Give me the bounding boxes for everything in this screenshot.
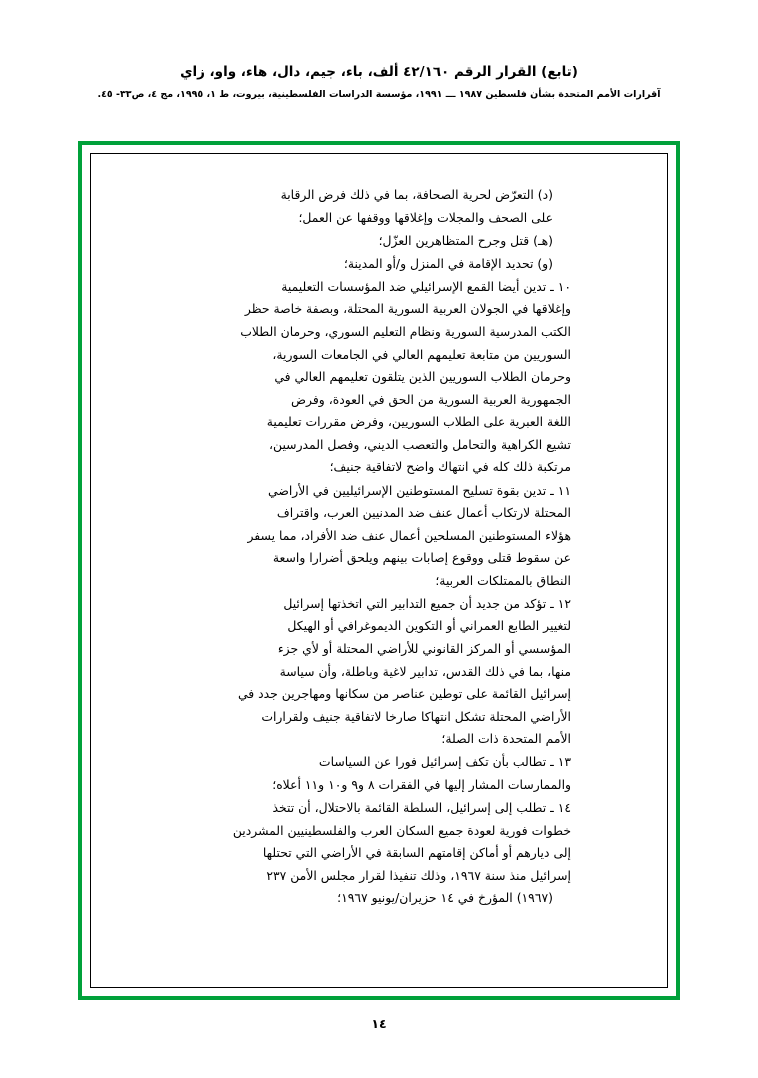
paragraph-line: هؤلاء المستوطنين المسلحين أعمال عنف ضد الأفراد، مما يسفر bbox=[247, 527, 571, 543]
paragraph-line: ١٢ ـ تؤكد من جديد أن جميع التدابير التي اتخذتها إسرائيل bbox=[283, 595, 571, 611]
paragraph-line: لتغيير الطابع العمراني أو التكوين الديموغرافي أو الهيكل bbox=[287, 618, 571, 634]
paragraph-line: المؤسسي أو المركز القانوني للأراضي المحتلة أو لأي جزء bbox=[277, 641, 571, 657]
paragraph-line: الأمم المتحدة ذات الصلة؛ bbox=[441, 731, 571, 747]
paragraph-line: إسرائيل القائمة على توطين عناصر من سكانها ومهاجرين جدد في bbox=[237, 686, 571, 702]
paragraph-line: المحتلة لارتكاب أعمال عنف ضد المدنيين العرب، واقتراف bbox=[276, 505, 571, 521]
paragraph-line: النطاق بالممتلكات العربية؛ bbox=[435, 572, 571, 588]
paragraph-item-w bbox=[187, 253, 571, 276]
paragraph-line: عن سقوط قتلى ووقوع إصابات بينهم ويلحق أضرارا واسعة bbox=[272, 550, 571, 566]
paragraph-line: ١٤ ـ تطلب إلى إسرائيل، السلطة القائمة بالاحتلال، أن تتخذ bbox=[272, 800, 571, 816]
document-body bbox=[91, 154, 667, 921]
paragraph-line: منها، بما في ذلك القدس، تدابير لاغية وباطلة، وأن سياسة bbox=[279, 663, 571, 679]
paragraph-line: والممارسات المشار إليها في الفقرات ٨ و٩ و١٠ و١١ أعلاه؛ bbox=[272, 777, 571, 793]
paragraph-line: إلى ديارهم أو أماكن إقامتهم السابقة في الأراضي التي تحتلها bbox=[262, 845, 571, 861]
paragraph-item-11 bbox=[187, 480, 571, 593]
paragraph-line: (هـ) قتل وجرح المتظاهرين العزّل؛ bbox=[378, 232, 553, 248]
paragraph-line: (و) تحديد الإقامة في المنزل و/أو المدينة؛ bbox=[343, 255, 553, 271]
paragraph-line: خطوات فورية لعودة جميع السكان العرب والفلسطينيين المشردين bbox=[232, 822, 571, 838]
paragraph-line: وحرمان الطلاب السوريين الذين يتلقون تعليمهم العالي في bbox=[274, 369, 571, 385]
paragraph-line: إسرائيل منذ سنة ١٩٦٧، وذلك تنفيذا لقرار مجلس الأمن ٢٣٧ bbox=[266, 867, 571, 883]
paragraph-line: (١٩٦٧) المؤرخ في ١٤ حزيران/يونيو ١٩٦٧؛ bbox=[337, 890, 553, 906]
paragraph-line: على الصحف والمجلات وإغلاقها ووقفها عن العمل؛ bbox=[298, 209, 553, 225]
header-subtitle: آقرارات الأمم المتحدة بشأن فلسطين ١٩٨٧ ـــ ١٩٩١، مؤسسة الدراسات الفلسطينية، بيروت، ط ١، ١٩٩٥، مج ٤، ص٣٣- ٤٥. bbox=[97, 89, 661, 100]
paragraph-line: تشيع الكراهية والتحامل والتعصب الديني، وفصل المدرسين، bbox=[269, 436, 571, 452]
paragraph-item-14 bbox=[187, 797, 571, 910]
paragraph-line: ١٣ ـ تطالب بأن تكف إسرائيل فورا عن السياسات bbox=[318, 754, 571, 770]
paragraph-line: الكتب المدرسية السورية ونظام التعليم السوري، وحرمان الطلاب bbox=[240, 323, 571, 339]
paragraph-line: وإغلاقها في الجولان العربية السورية المحتلة، وبصفة خاصة حظر bbox=[244, 301, 571, 317]
paragraph-item-10 bbox=[187, 276, 571, 479]
green-border-frame bbox=[78, 141, 680, 1000]
page-number: ١٤ bbox=[371, 1016, 387, 1031]
paragraph-line: مرتكبة ذلك كله في انتهاك واضح لاتفاقية جنيف؛ bbox=[329, 459, 571, 475]
paragraph-line: ١٠ ـ تدين أيضا القمع الإسرائيلي ضد المؤسسات التعليمية bbox=[281, 278, 571, 294]
paragraph-line: الأراضي المحتلة تشكل انتهاكا صارخا لاتفاقية جنيف ولقرارات bbox=[261, 708, 571, 724]
paragraph-item-13 bbox=[187, 751, 571, 796]
page-header bbox=[0, 0, 758, 100]
paragraph-item-h bbox=[187, 230, 571, 253]
paragraph-item-d bbox=[187, 184, 571, 229]
paragraph-item-12 bbox=[187, 593, 571, 751]
inner-border-frame bbox=[90, 153, 668, 988]
paragraph-line: (د) التعرّض لحرية الصحافة، بما في ذلك فرض الرقابة bbox=[280, 187, 553, 202]
paragraph-line: اللغة العبرية على الطلاب السوريين، وفرض مقررات تعليمية bbox=[266, 414, 571, 430]
paragraph-line: السوريين من متابعة تعليمهم العالي في الجامعات السورية، bbox=[272, 346, 571, 362]
header-title: (تابع) القرار الرقم ٤٢/١٦٠ ألف، باء، جيم، دال، هاء، واو، زاي bbox=[180, 64, 578, 80]
paragraph-line: الجمهورية العربية السورية من الحق في العودة، وفرض bbox=[291, 391, 571, 407]
paragraph-line: ١١ ـ تدين بقوة تسليح المستوطنين الإسرائيليين في الأراضي bbox=[268, 482, 571, 498]
